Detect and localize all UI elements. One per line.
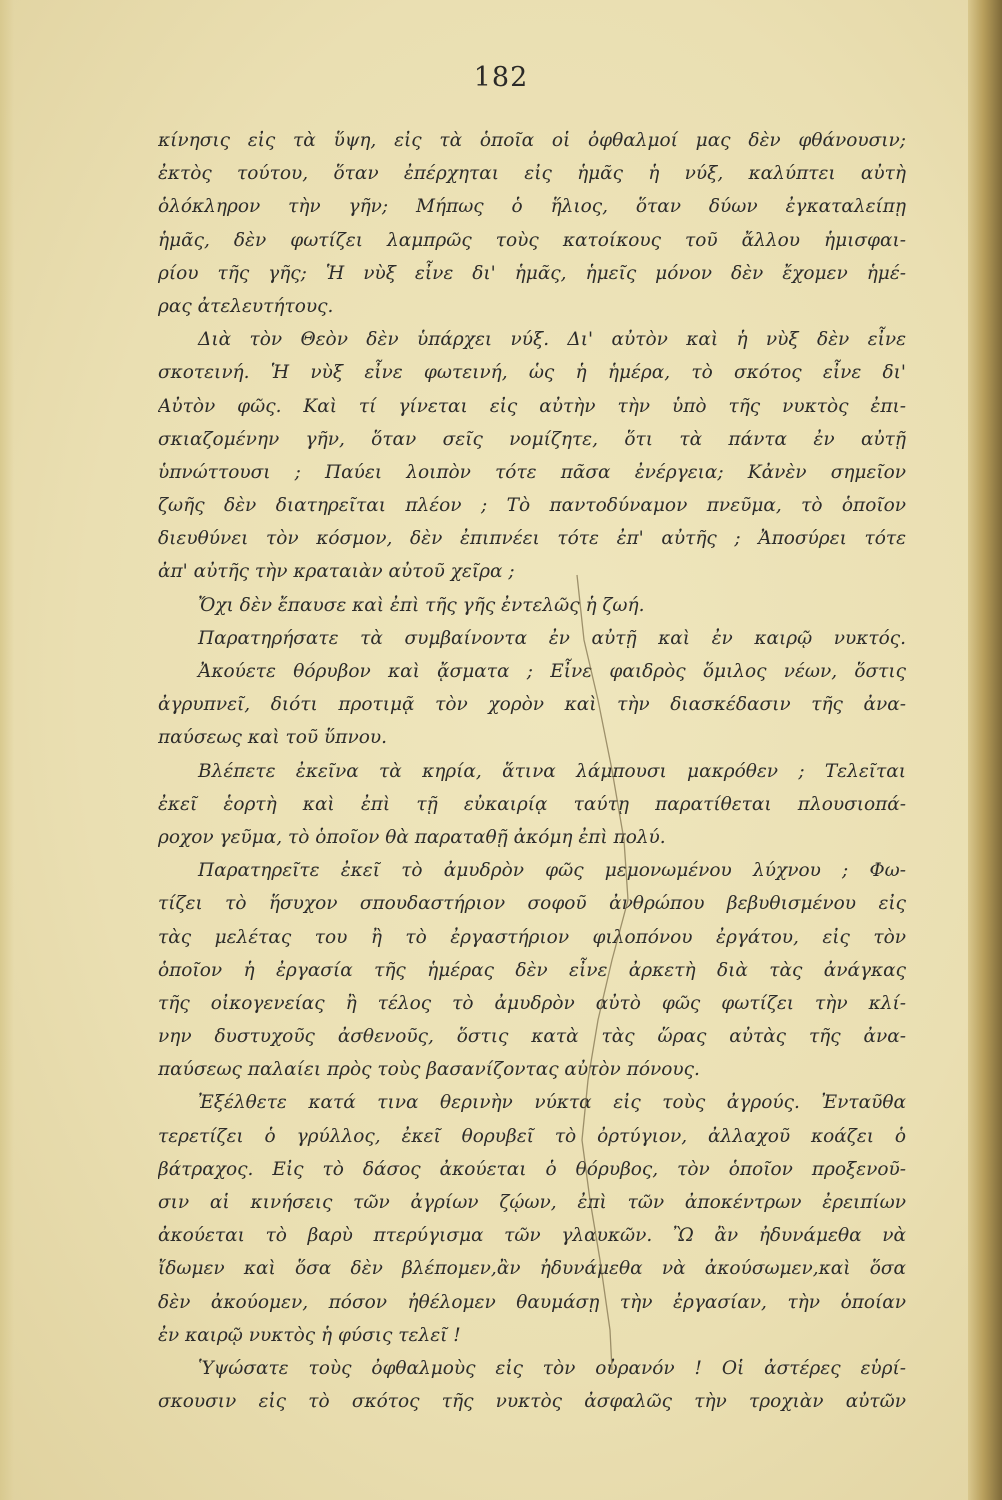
- text-line: ὁλόκληρον τὴν γῆν; Μήπως ὁ ἥλιος, ὅταν δύων ἐγκαταλείπῃ: [158, 196, 906, 218]
- text-line: ροχον γεῦμα, τὸ ὁποῖον θὰ παραταθῇ ἀκόμη ἐπὶ πολύ.: [158, 826, 666, 848]
- text-line: Αὐτὸν φῶς. Καὶ τί γίνεται εἰς αὐτὴν τὴν ὑπὸ τῆς νυκτὸς ἐπι-: [158, 395, 906, 417]
- text-line: ἡμᾶς, δὲν φωτίζει λαμπρῶς τοὺς κατοίκους τοῦ ἄλλου ἡμισφαι-: [158, 229, 906, 251]
- text-line: ἐκεῖ ἑορτὴ καὶ ἐπὶ τῇ εὐκαιρίᾳ ταύτῃ παρατίθεται πλουσιοπά-: [158, 793, 906, 815]
- text-line: ὑπνώττουσι ; Παύει λοιπὸν τότε πᾶσα ἐνέργεια; Κἀνὲν σημεῖον: [158, 461, 906, 483]
- page-left-shadow: [0, 0, 14, 1500]
- text-line: ρας ἀτελευτήτους.: [158, 295, 334, 317]
- book-binding-edge: [968, 0, 1002, 1500]
- text-line: ζωῆς δὲν διατηρεῖται πλέον ; Τὸ παντοδύναμον πνεῦμα, τὸ ὁποῖον: [158, 495, 906, 517]
- text-line: Διὰ τὸν Θεὸν δὲν ὑπάρχει νύξ. Δι' αὐτὸν καὶ ἡ νὺξ δὲν εἶνε: [198, 329, 906, 351]
- text-line: ρίου τῆς γῆς; Ἡ νὺξ εἶνε δι' ἡμᾶς, ἡμεῖς μόνον δὲν ἔχομεν ἡμέ-: [158, 262, 906, 284]
- text-line: τίζει τὸ ἥσυχον σπουδαστήριον σοφοῦ ἀνθρώπου βεβυθισμένου εἰς: [158, 893, 906, 915]
- text-line: τερετίζει ὁ γρύλλος, ἐκεῖ θορυβεῖ τὸ ὀρτύγιον, ἀλλαχοῦ κοάζει ὁ: [158, 1125, 906, 1147]
- text-line: ἀκούεται τὸ βαρὺ πτερύγισμα τῶν γλαυκῶν. Ὢ ἂν ἠδυνάμεθα νὰ: [158, 1225, 906, 1247]
- text-line: Βλέπετε ἐκεῖνα τὰ κηρία, ἅτινα λάμπουσι μακρόθεν ; Τελεῖται: [198, 760, 906, 782]
- page-number: 182: [473, 62, 529, 93]
- text-line: ἐν καιρῷ νυκτὸς ἡ φύσις τελεῖ !: [158, 1324, 461, 1346]
- text-line: σκοτεινή. Ἡ νὺξ εἶνε φωτεινή, ὡς ἡ ἡμέρα, τὸ σκότος εἶνε δι': [158, 362, 906, 384]
- text-line: διευθύνει τὸν κόσμον, δὲν ἐπιπνέει τότε ἐπ' αὐτῆς ; Ἀποσύρει τότε: [158, 528, 906, 550]
- text-line: σιν αἱ κινήσεις τῶν ἀγρίων ζῴων, ἐπὶ τῶν ἀποκέντρων ἐρειπίων: [158, 1192, 906, 1213]
- text-line: παύσεως παλαίει πρὸς τοὺς βασανίζοντας αὐτὸν πόνους.: [158, 1059, 700, 1081]
- text-line: βάτραχος. Εἰς τὸ δάσος ἀκούεται ὁ θόρυβος, τὸν ὁποῖον προξενοῦ-: [158, 1158, 906, 1180]
- text-line: Παρατηρεῖτε ἐκεῖ τὸ ἀμυδρὸν φῶς μεμονωμένου λύχνου ; Φω-: [198, 860, 906, 882]
- text-line: κίνησις εἰς τὰ ὕψη, εἰς τὰ ὁποῖα οἱ ὀφθαλμοί μας δὲν φθάνουσιν;: [158, 130, 906, 151]
- text-line: νην δυστυχοῦς ἀσθενοῦς, ὅστις κατὰ τὰς ὥρας αὐτὰς τῆς ἀνα-: [158, 1026, 906, 1048]
- text-line: Ὑψώσατε τοὺς ὀφθαλμοὺς εἰς τὸν οὐρανόν ! Οἱ ἀστέρες εὑρί-: [198, 1357, 906, 1379]
- text-line: τῆς οἰκογενείας ἢ τέλος τὸ ἀμυδρὸν αὐτὸ φῶς φωτίζει τὴν κλί-: [158, 992, 906, 1014]
- text-line: Ἐξέλθετε κατά τινα θερινὴν νύκτα εἰς τοὺς ἀγρούς. Ἐνταῦθα: [198, 1092, 906, 1114]
- text-line: Παρατηρήσατε τὰ συμβαίνοντα ἐν αὐτῇ καὶ ἐν καιρῷ νυκτός.: [198, 627, 906, 649]
- text-line: σκουσιν εἰς τὸ σκότος τῆς νυκτὸς ἀσφαλῶς τὴν τροχιὰν αὐτῶν: [158, 1391, 906, 1413]
- text-line: Ὄχι δὲν ἔπαυσε καὶ ἐπὶ τῆς γῆς ἐντελῶς ἡ ζωή.: [198, 594, 645, 616]
- text-line: παύσεως καὶ τοῦ ὕπνου.: [158, 727, 387, 749]
- text-line: ἴδωμεν καὶ ὅσα δὲν βλέπομεν,ἂν ἠδυνάμεθα νὰ ἀκούσωμεν,καὶ ὅσα: [158, 1258, 906, 1280]
- text-line: ὁποῖον ἡ ἐργασία τῆς ἡμέρας δὲν εἶνε ἀρκετὴ διὰ τὰς ἀνάγκας: [158, 959, 906, 981]
- page-text: [158, 124, 906, 1418]
- text-line: σκιαζομένην γῆν, ὅταν σεῖς νομίζητε, ὅτι τὰ πάντα ἐν αὐτῇ: [158, 428, 906, 450]
- text-line: τὰς μελέτας του ἢ τὸ ἐργαστήριον φιλοπόνου ἐργάτου, εἰς τὸν: [158, 926, 906, 948]
- text-line: Ἀκούετε θόρυβον καὶ ᾄσματα ; Εἶνε φαιδρὸς ὅμιλος νέων, ὅστις: [198, 661, 906, 682]
- text-line: ἀγρυπνεῖ, διότι προτιμᾷ τὸν χορὸν καὶ τὴν διασκέδασιν τῆς ἀνα-: [158, 694, 906, 716]
- text-line: δὲν ἀκούομεν, πόσον ἠθέλομεν θαυμάσῃ τὴν ἐργασίαν, τὴν ὁποίαν: [158, 1291, 906, 1313]
- text-line: ἐκτὸς τούτου, ὅταν ἐπέρχηται εἰς ἡμᾶς ἡ νύξ, καλύπτει αὐτὴ: [158, 163, 906, 185]
- text-line: ἀπ' αὐτῆς τὴν κραταιὰν αὐτοῦ χεῖρα ;: [158, 561, 515, 583]
